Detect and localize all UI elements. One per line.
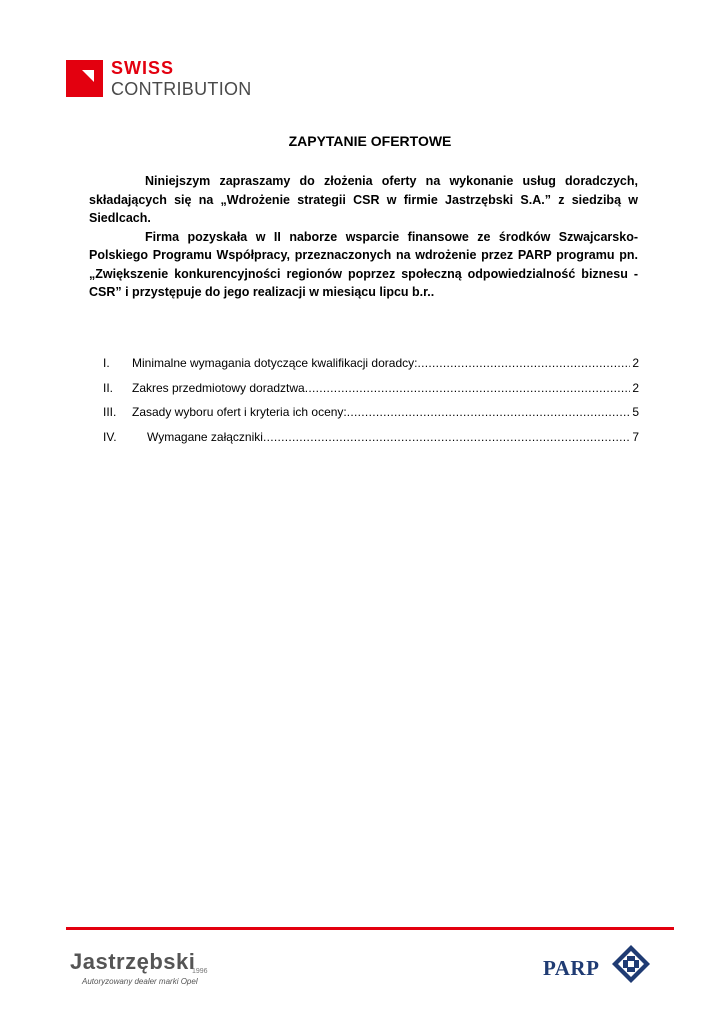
swiss-cross-icon [66, 60, 103, 97]
toc-entry[interactable] [103, 404, 639, 429]
jastrzebski-wordmark: Jastrzębski [70, 949, 196, 974]
toc-leader [305, 380, 631, 405]
toc-page-number: 7 [632, 429, 639, 444]
parp-logo [543, 944, 653, 984]
table-of-contents [103, 355, 639, 453]
toc-number: III. [103, 405, 117, 419]
jastrzebski-tagline: Autoryzowany dealer marki Opel [82, 977, 198, 986]
toc-leader [347, 404, 631, 429]
intro-paragraph-2: Firma pozyskała w II naborze wsparcie finansowe ze środków Szwajcarsko-Polskiego Programu Współpracy, przeznaczonych na wdrożenie przez PARP programu pn. „Zwiększenie konkurencyjności regionów poprzez społeczną odpowiedzialność biznesu - CSR” i przystępuje do jego realizacji w miesiącu lipcu b.r.. [89, 229, 638, 299]
toc-title: Zakres przedmiotowy doradztwa [132, 380, 305, 395]
toc-page-number: 5 [632, 405, 639, 419]
logo-word-contribution: CONTRIBUTION [111, 79, 252, 99]
toc-title: Wymagane załączniki [147, 429, 263, 444]
parp-emblem-icon [611, 944, 651, 989]
toc-page-number: 2 [632, 380, 639, 395]
logo-word-swiss: SWISS [111, 58, 175, 78]
toc-entry[interactable] [103, 380, 639, 405]
toc-number: IV. [103, 429, 117, 444]
footer-divider [66, 927, 674, 930]
toc-page-number: 2 [632, 356, 639, 370]
toc-leader [417, 355, 630, 380]
swiss-contribution-logo [66, 58, 266, 102]
document-title: ZAPYTANIE OFERTOWE [288, 133, 452, 149]
toc-title: Zasady wyboru ofert i kryteria ich oceny: [132, 405, 347, 419]
toc-entry[interactable] [103, 355, 639, 380]
toc-leader [263, 429, 630, 454]
parp-wordmark: PARP [543, 956, 600, 980]
intro-paragraph-1: Niniejszym zapraszamy do złożenia oferty na wykonanie usług doradczych, składających się na „Wdrożenie strategii CSR w firmie Jastrzębski S.A.” z siedzibą w Siedlcach. [89, 174, 638, 225]
intro-section [89, 172, 638, 302]
jastrzebski-year: 1996 [192, 968, 208, 975]
toc-entry[interactable] [103, 429, 639, 454]
jastrzebski-logo [70, 950, 240, 990]
toc-number: I. [103, 356, 110, 370]
toc-number: II. [103, 380, 114, 395]
toc-title: Minimalne wymagania dotyczące kwalifikacji doradcy: [132, 356, 418, 370]
